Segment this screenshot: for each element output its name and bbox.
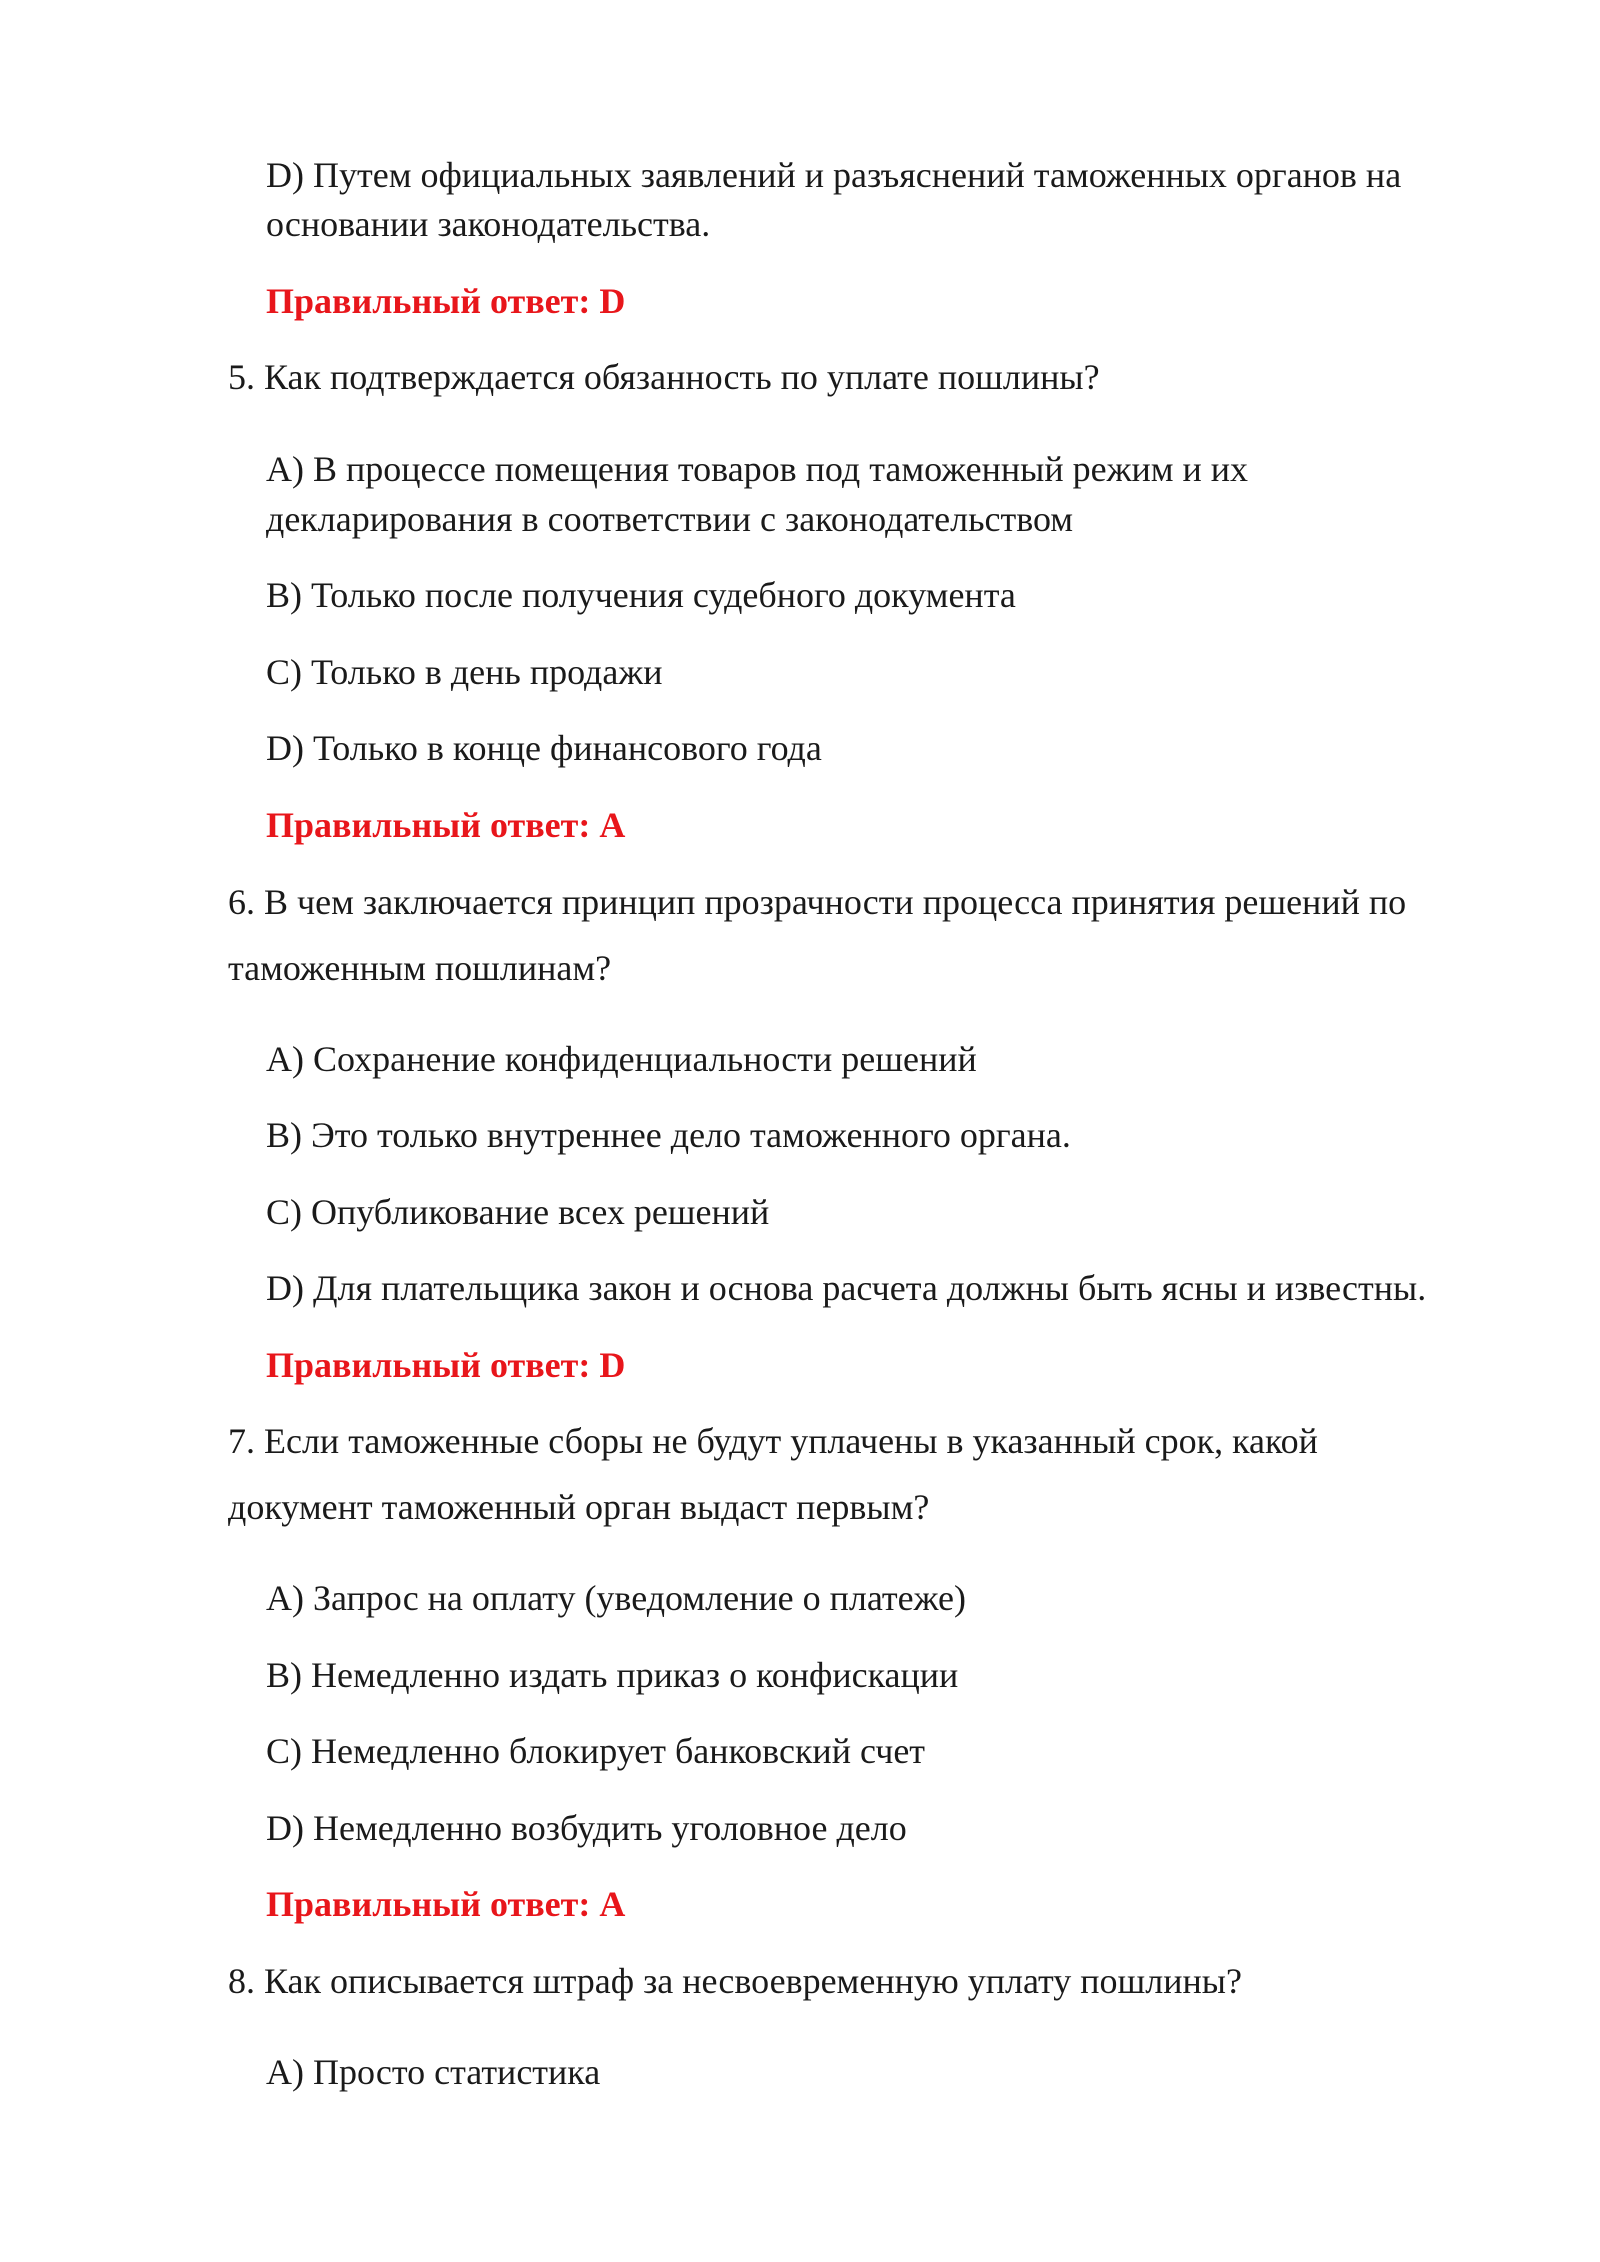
q7-question-line1: 7. Если таможенные сборы не будут уплачены в указанный срок, какой [228,1421,1318,1461]
q7-option-d: D) Немедленно возбудить уголовное дело [266,1808,907,1848]
q6-option-b: B) Это только внутреннее дело таможенного органа. [266,1115,1071,1155]
q7-question-line2: документ таможенный орган выдаст первым? [228,1487,930,1527]
q6-option-d: D) Для плательщика закон и основа расчета должны быть ясны и известны. [266,1268,1427,1308]
q4-option-d-line1: D) Путем официальных заявлений и разъяснений таможенных органов на [266,155,1402,195]
q8-question: 8. Как описывается штраф за несвоевременную уплату пошлины? [228,1961,1242,2001]
q4-option-d-line2: основании законодательства. [266,204,711,244]
q5-option-a-line1: A) В процессе помещения товаров под таможенный режим и их [266,449,1249,489]
q6-option-c: C) Опубликование всех решений [266,1192,770,1232]
q8-option-a: A) Просто статистика [266,2052,601,2092]
q6-question-line1: 6. В чем заключается принцип прозрачности процесса принятия решений по [228,882,1407,922]
q5-correct-answer: Правильный ответ: A [266,805,626,845]
q4-correct-answer: Правильный ответ: D [266,281,626,321]
q5-question: 5. Как подтверждается обязанность по уплате пошлины? [228,357,1100,397]
q5-option-c: C) Только в день продажи [266,652,663,692]
q6-question-line2: таможенным пошлинам? [228,948,612,988]
q6-option-a: A) Сохранение конфиденциальности решений [266,1039,977,1079]
q7-option-a: A) Запрос на оплату (уведомление о платеже) [266,1578,966,1618]
q7-option-c: C) Немедленно блокирует банковский счет [266,1731,926,1771]
q7-correct-answer: Правильный ответ: A [266,1884,626,1924]
q5-option-d: D) Только в конце финансового года [266,728,822,768]
q5-option-a-line2: декларирования в соответствии с законодательством [266,499,1074,539]
q6-correct-answer: Правильный ответ: D [266,1345,626,1385]
q5-option-b: B) Только после получения судебного документа [266,575,1016,615]
q7-option-b: B) Немедленно издать приказ о конфискации [266,1655,959,1695]
